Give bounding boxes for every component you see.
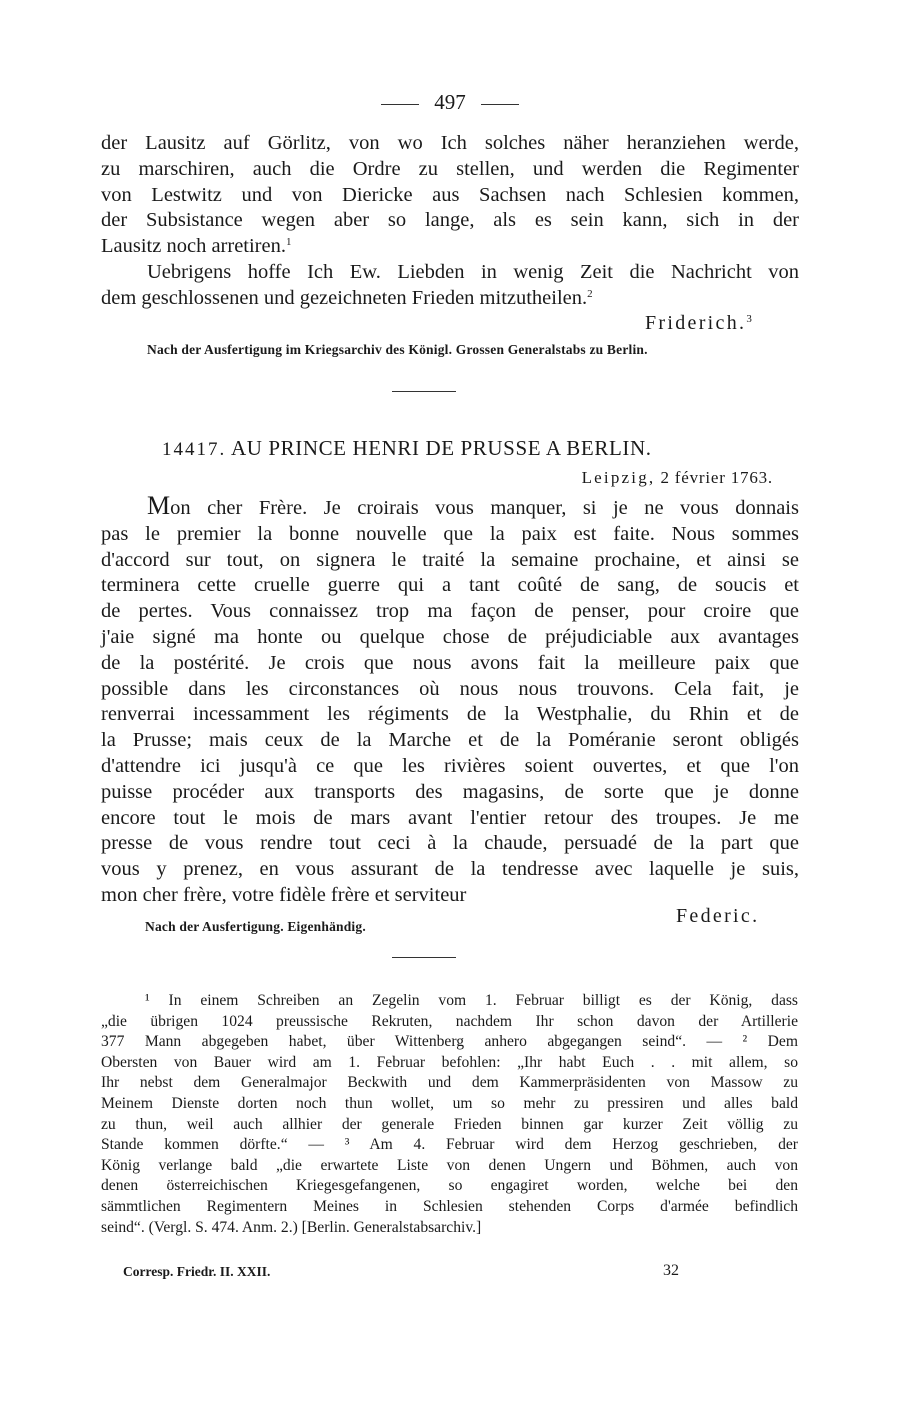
header-dash-right	[481, 104, 519, 105]
text-line: possible dans les circonstances où nous nous trouvons. Cela fait, je	[101, 677, 799, 700]
text-line: puisse procéder aux transports des magasins, de sorte que je donne	[101, 780, 799, 803]
text-line: mon cher frère, votre fidèle frère et serviteur	[101, 883, 467, 906]
footnote-line: denen österreichischen Kriegesgefangenen, so engagiret worden, welche bei den	[101, 1177, 798, 1195]
text-line: de la postérité. Je crois que nous avons fait la meilleure paix que	[101, 651, 799, 674]
header-dash-left	[381, 104, 419, 105]
footnote-line: Meinem Dienste dorten noch thun wollet, um so mehr zu pressiren und alles bald	[101, 1094, 798, 1112]
text-line: zu marschiren, auch die Ordre zu stellen, und werden die Regimenter	[101, 157, 799, 180]
letter-date: 2 février 1763.	[660, 468, 773, 487]
footnote-line: König verlange bald „die erwartete Liste von denen Ungern und Böhmen, auch von	[101, 1156, 798, 1174]
footer-signature-mark: 32	[663, 1262, 679, 1279]
initial-letter: M	[147, 491, 171, 520]
letter-dateline	[582, 468, 773, 488]
text-line: der Subsistance wegen aber so lange, als es sein kann, sich in der	[101, 209, 799, 232]
footnote-line: „die übrigen 1024 preussische Rekruten, nachdem Ihr schon davon der Artillerie	[101, 1012, 798, 1030]
text-line: d'accord sur tout, on signera le traité la semaine prochaine, et ainsi se	[101, 548, 799, 571]
footnote-line: seind“. (Vergl. S. 474. Anm. 2.) [Berlin. Generalstabsarchiv.]	[101, 1218, 482, 1236]
section-divider	[392, 391, 456, 392]
source-note: Nach der Ausfertigung. Eigenhändig.	[145, 919, 366, 934]
footnote-marker: 2	[587, 287, 593, 300]
text-line: vous y prenez, en vous assurant de la tendresse avec laquelle je suis,	[101, 858, 799, 881]
footnote-marker: 1	[285, 236, 292, 249]
text-line: de pertes. Vous connaissez trop ma façon de penser, pour croire que	[101, 600, 799, 623]
text-line: encore tout le mois de mars avant l'entier retour des troupes. Je me	[101, 806, 799, 829]
text-line: j'aie signé ma honte ou quelque chose de préjudiciable aux avantages	[101, 625, 799, 648]
text-fragment: Lausitz noch arretiren.	[101, 235, 286, 258]
text-line	[101, 493, 799, 522]
footnote-line: sämmtlichen Regimentern Meines in Schlesien stehenden Corps d'armée befindlich	[101, 1197, 798, 1215]
letter-body	[101, 493, 799, 909]
text-line: d'attendre ici jusqu'à ce que les rivières soient ouvertes, et que l'on	[101, 754, 799, 777]
text-line: renverrai incessamment les régiments de la Westphalie, du Rhin et de	[101, 703, 799, 726]
continuation-second-paragraph	[101, 260, 799, 312]
continuation-paragraph	[101, 131, 799, 260]
text-line: von Lestwitz und von Diericke aus Sachsen nach Schlesien kommen,	[101, 183, 799, 206]
text-line: terminera cette cruelle guerre qui a tant coûté de sang, de soucis et	[101, 574, 799, 597]
page-header	[0, 90, 900, 115]
text-line: Uebrigens hoffe Ich Ew. Liebden in wenig Zeit die Nachricht von	[147, 261, 799, 283]
text-fragment: dem geschlossenen und gezeichneten Frieden mitzutheilen.	[101, 286, 588, 309]
section-divider	[392, 957, 456, 958]
signature-friderich	[645, 312, 754, 335]
footnote-marker: 3	[746, 313, 755, 325]
footnote-line: ¹ In einem Schreiben an Zegelin vom 1. Februar billigt es der König, dass	[145, 992, 798, 1009]
footnotes	[101, 991, 798, 1238]
page-number: 497	[434, 90, 466, 114]
text-line: la Prusse; mais ceux de la Marche et de la Poméranie seront obligés	[101, 729, 799, 752]
footnote-line: Obersten von Bauer wird am 1. Februar befohlen: „Ihr habt Euch . . mit allem, so	[101, 1053, 798, 1071]
text-line	[101, 286, 799, 312]
text-fragment: on cher Frère. Je croirais vous manquer, si je ne vous donnais	[170, 497, 799, 519]
text-line: presse de vous rendre tout ceci à la chaude, persuadé de la part que	[101, 832, 799, 855]
text-line: der Lausitz auf Görlitz, von wo Ich solches näher heranziehen werde,	[101, 132, 799, 154]
letter-number: 14417.	[162, 439, 227, 460]
signature-text: Friderich.	[645, 312, 747, 334]
footnote-line: Ihr nebst dem Generalmajor Beckwith und dem Kammerpräsidenten von Massow zu	[101, 1074, 798, 1092]
text-line: pas le premier la bonne nouvelle que la paix est faite. Nous sommes	[101, 522, 799, 545]
letter-place: Leipzig,	[581, 468, 656, 487]
signature-federic: Federic.	[676, 905, 760, 927]
letter-heading	[162, 436, 652, 461]
footnote-line: zu thun, weil auch allhier der generale Frieden binnen gar kurzer Zeit völlig zu	[101, 1115, 798, 1133]
footer-series-title: Corresp. Friedr. II. XXII.	[123, 1264, 271, 1279]
text-line	[101, 234, 799, 260]
letter-title: AU PRINCE HENRI DE PRUSSE A BERLIN.	[230, 436, 652, 460]
source-note: Nach der Ausfertigung im Kriegsarchiv des Königl. Grossen Generalstabs zu Berlin.	[147, 342, 648, 357]
footnote-line: Stande kommen dörfte.“ — ³ Am 4. Februar wird dem Herzog geschrieben, der	[101, 1136, 798, 1154]
footnote-line: 377 Mann abgegeben habet, über Wittenberg anhero abgegangen seind“. — ² Dem	[101, 1033, 798, 1051]
